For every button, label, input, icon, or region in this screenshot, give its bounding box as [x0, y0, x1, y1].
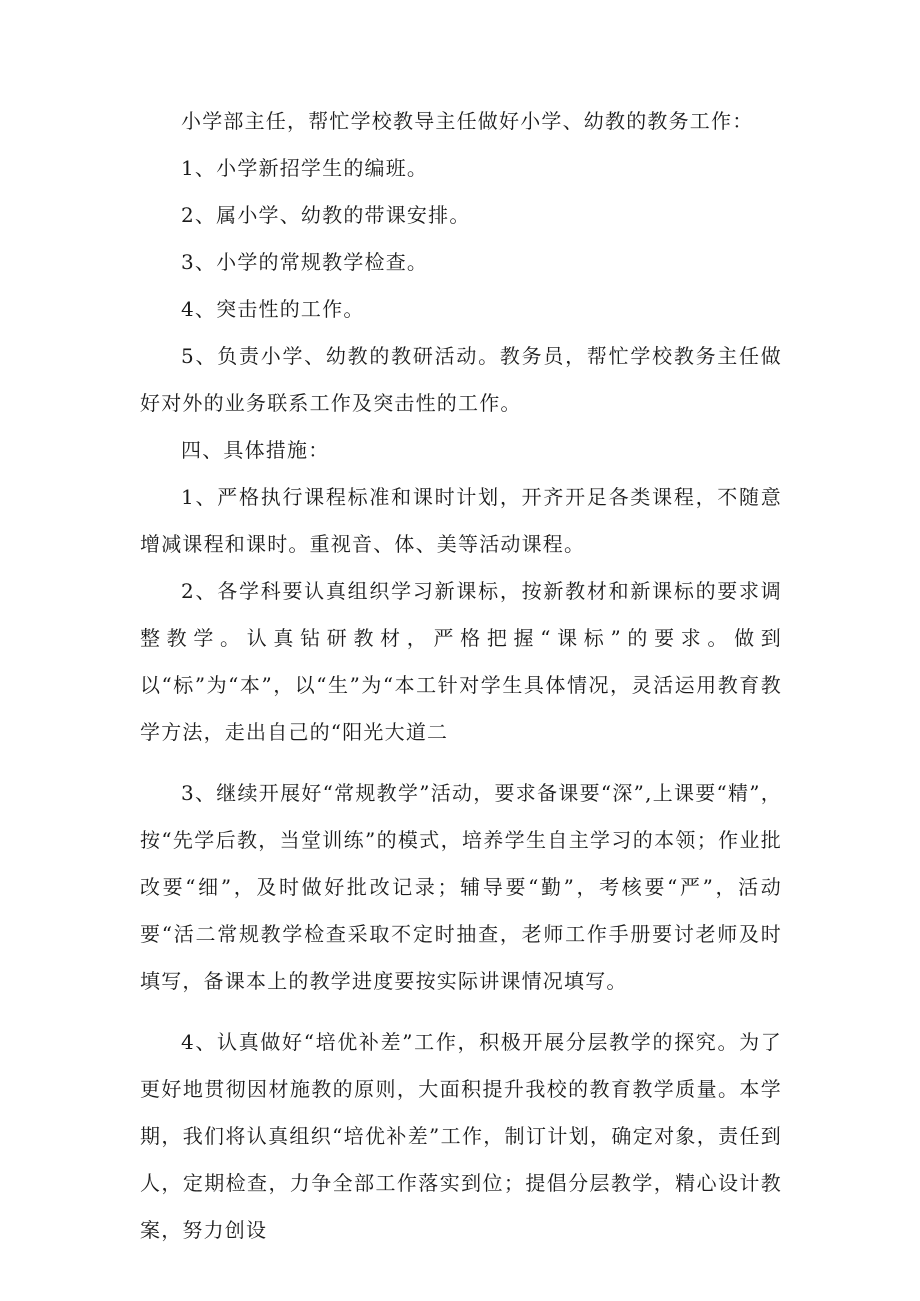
document-body: [140, 98, 782, 1254]
section-heading-measures: 四、具体措施：: [181, 438, 330, 462]
paragraph-measure-1: 1、严格执行课程标准和课时计划，开齐开足各类课程，不随意增减课程和课时。重视音、体、美等活动课程。: [140, 485, 782, 556]
paragraph-item-3: 3、小学的常规教学检查。: [181, 250, 429, 274]
paragraph-measure-3: 3、继续开展好“常规教学”活动，要求备课要“深”,上课要“精”，按“先学后教，当堂训练”的模式，培养学生自主学习的本领；作业批改要“细”，及时做好批改记录；辅导要“勤”，考核要“严”，活动要“活二常规教学检查采取不定时抽查，老师工作手册要讨老师及时填写，备课本上的教学进度要按实际讲课情况填写。: [140, 781, 782, 993]
paragraph-item-4: 4、突击性的工作。: [181, 297, 365, 321]
paragraph-measure-2: 2、各学科要认真组织学习新课标，按新教材和新课标的要求调整教学。认真钻研教材，严格把握“课标”的要求。做到以“标”为“本”，以“生”为“本工针对学生具体情况，灵活运用教育教学方法，走出自己的“阳光大道二: [140, 579, 782, 744]
paragraph-item-2: 2、属小学、幼教的带课安排。: [181, 203, 471, 227]
paragraph-measure-4: 4、认真做好“培优补差”工作，积极开展分层教学的探究。为了更好地贯彻因材施教的原则，大面积提升我校的教育教学质量。本学期，我们将认真组织“培优补差”工作，制订计划，确定对象，责任到人，定期检查，力争全部工作落实到位；提倡分层教学，精心设计教案，努力创设: [140, 1030, 782, 1242]
paragraph-item-5: 5、负责小学、幼教的教研活动。教务员，帮忙学校教务主任做好对外的业务联系工作及突击性的工作。: [140, 344, 782, 415]
paragraph-intro: 小学部主任，帮忙学校教导主任做好小学、幼教的教务工作：: [181, 109, 754, 133]
paragraph-item-1: 1、小学新招学生的编班。: [181, 156, 429, 180]
